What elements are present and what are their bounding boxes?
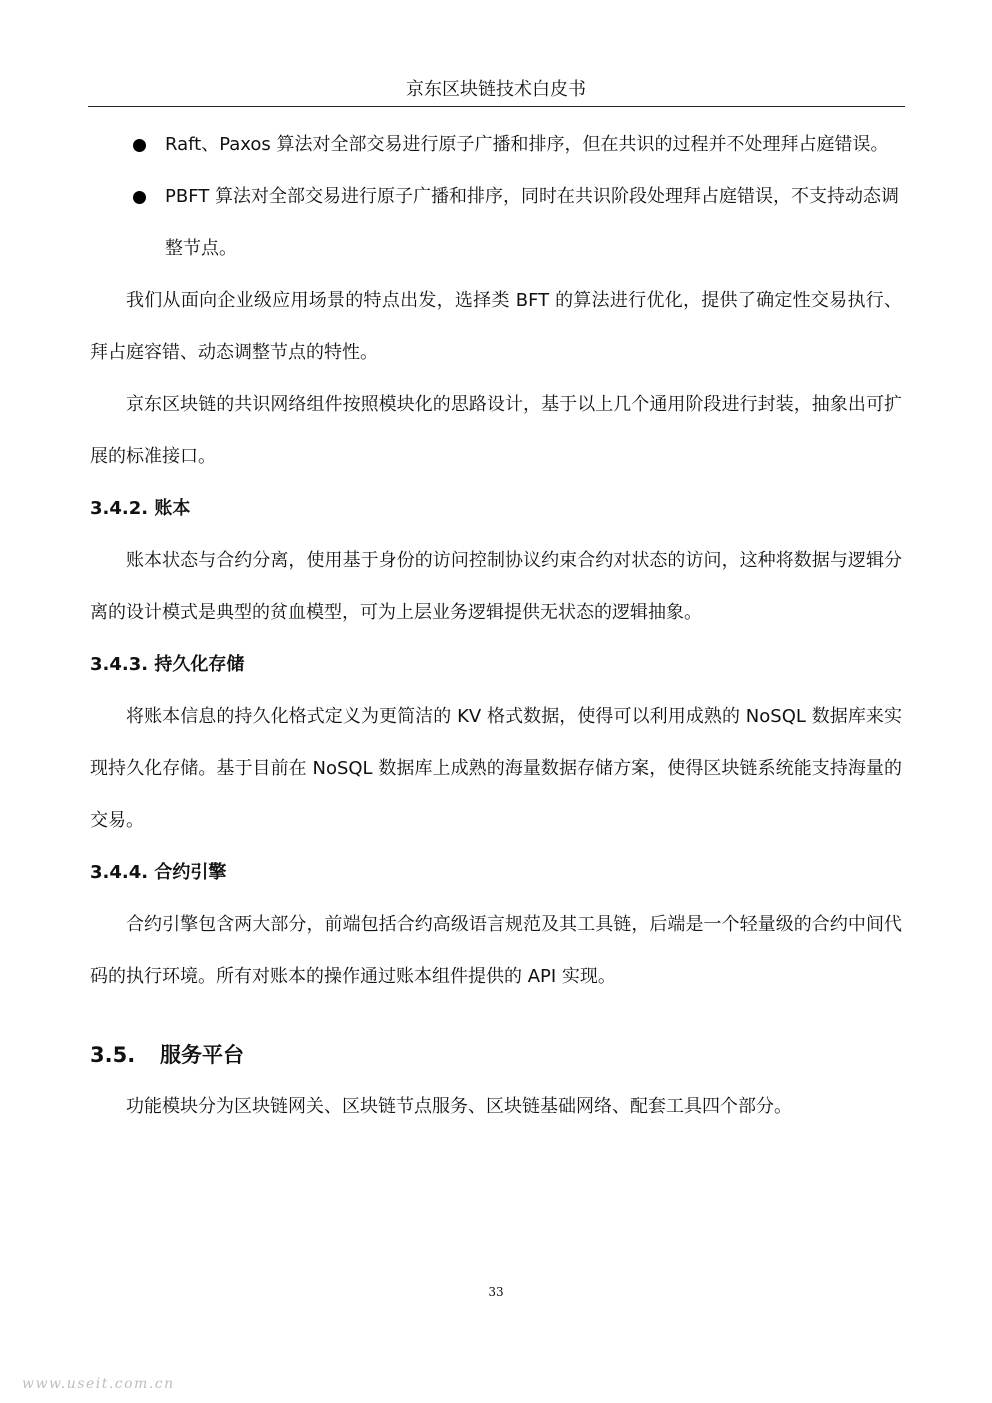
- section-heading-service-platform: [90, 1029, 902, 1081]
- bullet-item-pbft: [90, 171, 902, 275]
- page-number: 33: [488, 1285, 504, 1299]
- bullet-item-raft-paxos: [90, 119, 902, 171]
- paragraph-persistent-storage: 将账本信息的持久化格式定义为更简洁的 KV 格式数据，使得可以利用成熟的 NoSQL 数据库来实现持久化存储。基于目前在 NoSQL 数据库上成熟的海量数据存储方案，使得区块链系统能支持海量的交易。: [90, 706, 902, 831]
- paragraph-ledger: 账本状态与合约分离，使用基于身份的访问控制协议约束合约对状态的访问，这种将数据与逻辑分离的设计模式是典型的贫血模型，可为上层业务逻辑提供无状态的逻辑抽象。: [90, 550, 902, 623]
- paragraph-contract-engine: 合约引擎包含两大部分，前端包括合约高级语言规范及其工具链，后端是一个轻量级的合约中间代码的执行环境。所有对账本的操作通过账本组件提供的 API 实现。: [90, 914, 902, 987]
- page-body: [90, 119, 902, 1133]
- section-number: 3.5.: [90, 1043, 136, 1067]
- document-header-title: 京东区块链技术白皮书: [406, 79, 586, 100]
- bullet-dot-icon: [133, 191, 146, 204]
- section-heading-ledger: 3.4.2. 账本: [90, 498, 191, 519]
- watermark-text: www.useit.com.cn: [22, 1376, 175, 1392]
- paragraph-bft-optimization: 我们从面向企业级应用场景的特点出发，选择类 BFT 的算法进行优化，提供了确定性交易执行、拜占庭容错、动态调整节点的特性。: [90, 290, 902, 363]
- header-divider: [88, 106, 905, 107]
- bullet-text: Raft、Paxos 算法对全部交易进行原子广播和排序，但在共识的过程并不处理拜占庭错误。: [165, 134, 889, 155]
- bullet-dot-icon: [133, 139, 146, 152]
- bullet-text: PBFT 算法对全部交易进行原子广播和排序，同时在共识阶段处理拜占庭错误，不支持动态调整节点。: [165, 186, 899, 259]
- paragraph-service-platform: 功能模块分为区块链网关、区块链节点服务、区块链基础网络、配套工具四个部分。: [126, 1096, 792, 1117]
- section-title: 服务平台: [160, 1043, 244, 1067]
- section-heading-contract-engine: 3.4.4. 合约引擎: [90, 862, 227, 883]
- section-heading-persistent-storage: 3.4.3. 持久化存储: [90, 654, 245, 675]
- paragraph-consensus-modular: 京东区块链的共识网络组件按照模块化的思路设计，基于以上几个通用阶段进行封装，抽象出可扩展的标准接口。: [90, 394, 902, 467]
